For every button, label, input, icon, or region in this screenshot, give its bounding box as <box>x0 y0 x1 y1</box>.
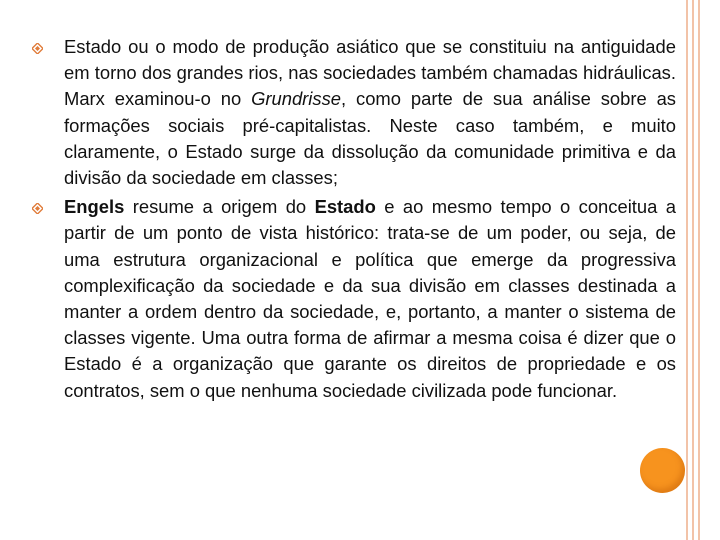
text-segment: e ao mesmo tempo o conceitua a partir de um ponto de vista histórico: trata-se de um poder, ou seja, de uma estrutura organizacional e política que emerge da progressiva complexificação da sociedade e da sua divisão em classes destinada a manter a ordem dentro da sociedade, e, portanto, a manter o sistema de classes vigente. Uma outra forma de afirmar a mesma coisa é dizer que o Estado é a organização que garante os direitos de propriedade e os contratos, sem o que nenhuma sociedade civilizada pode funcionar. <box>64 196 676 401</box>
text-segment: , como parte de sua análise sobre as formações sociais pré-capitalistas. Neste caso também, e muito claramente, o Estado surge da dissolução da comunidade primitiva e da divisão da sociedade em classes; <box>64 88 676 189</box>
text-segment-bold: Estado <box>314 196 376 218</box>
bullet-item <box>28 34 676 191</box>
decorative-border <box>680 0 720 540</box>
slide-body <box>28 34 676 407</box>
bullet-item <box>28 194 676 404</box>
border-line <box>692 0 694 540</box>
text-segment-bold: Engels <box>64 196 125 218</box>
border-line <box>698 0 700 540</box>
text-segment-italic: Grundrisse <box>251 88 342 110</box>
border-line <box>686 0 688 540</box>
text-segment: resume a origem do <box>124 196 315 218</box>
text-segment: Estado ou o modo de produção asiático que se constituiu na antiguidade em torno dos grandes rios, nas sociedades também chamadas hidráulicas. Marx examinou-o no <box>64 36 676 110</box>
diamond-bullet-icon <box>28 34 64 60</box>
orange-circle-decoration <box>640 448 685 493</box>
bullet-text <box>64 194 676 404</box>
bullet-text <box>64 34 676 191</box>
diamond-bullet-icon <box>28 194 64 220</box>
